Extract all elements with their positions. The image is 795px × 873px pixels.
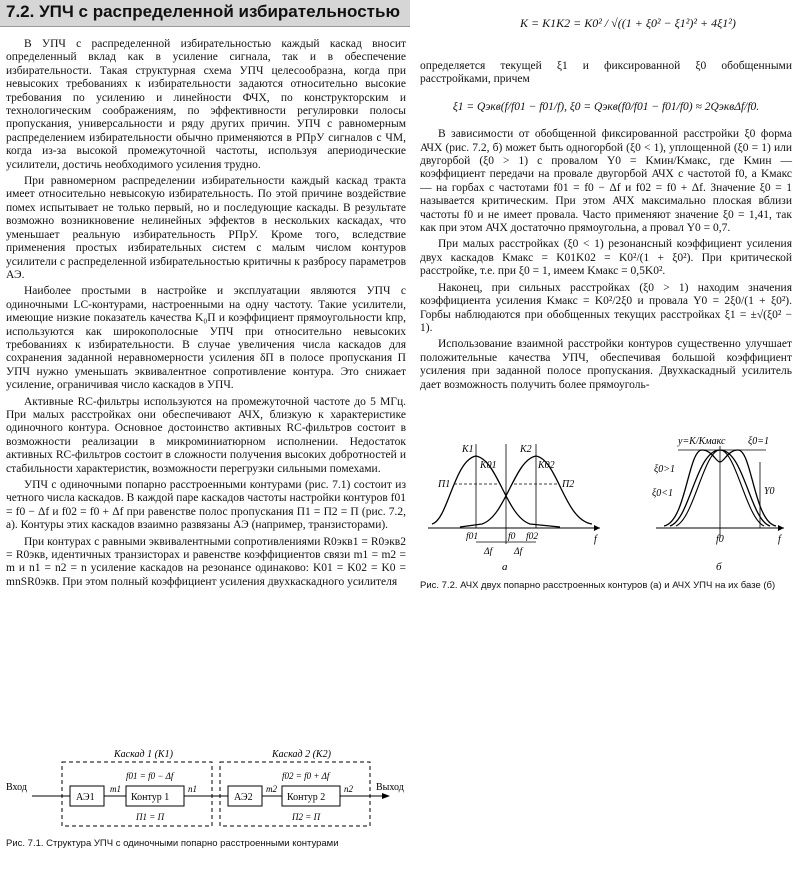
subfigure-label-b: б <box>716 561 722 573</box>
label-f: f <box>594 534 597 545</box>
contour2-label: Контур 2 <box>287 792 326 803</box>
stage1-freq: f01 = f0 − Δf <box>126 771 174 781</box>
label-xi-eq1: ξ0=1 <box>748 436 770 447</box>
label-f: f <box>778 534 781 545</box>
m1-label: m1 <box>110 784 121 794</box>
label-f01: f01 <box>466 532 479 542</box>
figure-7-1-caption: Рис. 7.1. Структура УПЧ с одиночными попарно расстроенными контурами <box>6 838 339 849</box>
paragraph: Использование взаимной расстройки контуров существенно улучшает положительные качества УПЧ, обеспечивая большой коэффициент усиления при заданной полосе пропускания. Двухкаскадный усилитель дает возможность получить более прямоуголь- <box>420 338 792 391</box>
paragraph: При равномерном распределении избирательности каждый каскад тракта имеет относительно невысокую избирательность. По этой причине воздействие помех испытывает не только первый, но и последующие каскады. В результате возможно возникновение нелинейных эффектов в нескольких каскадах, что уменьшает реальную избирательность РПрУ. Кроме того, вследствие применения простых избирательных систем с малым числом контуров усилители с распределенной избирательностью критичны к разбросу параметров АЭ. <box>6 175 406 281</box>
paragraph: Наконец, при сильных расстройках (ξ0 > 1) находим значения коэффициента усиления Kмакс = K0²/2ξ0 и провала Y0 = 2ξ0/(1 + ξ0²). Горбы наблюдаются при обобщенных текущих расстройках ξ1 = ±√(ξ0² − 1). <box>420 281 792 334</box>
formula-detuning: ξ1 = Qэкв(f/f01 − f01/f), ξ0 = Qэкв(f0/f01 − f01/f0) ≈ 2QэквΔf/f0. <box>452 100 760 113</box>
paragraph: При контурах с равными эквивалентными сопротивлениями R0экв1 = R0экв2 = R0экв, идентичных транзисторах и равенстве коэффициентов связи m1 = m2 = m и n1 = n2 = n усиление каскадов на резонансе одинаково: K01 = K02 = K0 = mnSR0экв. При этом полный коэффициент усиления двухкаскадного усилителя <box>6 535 406 588</box>
label-k2: K2 <box>520 444 532 455</box>
label-f0: f0 <box>716 534 724 545</box>
input-label: Вход <box>6 782 27 793</box>
figure-7-1 <box>6 748 412 832</box>
left-column <box>6 38 406 592</box>
paragraph: Наиболее простыми в настройке и эксплуатации являются УПЧ с одиночными LC-контурами, настроенными на одну частоту. Такие усилители, имеющие низкие показатель качества K₀П и коэффициент прямоугольности kпр, используются как широкополосные УПЧ при относительно невысоких требованиях к избирательности. В случае увеличения числа каскадов для сохранения заданной неравномерности усиления δП в полосе пропускания П УПЧ нужно уменьшать эквивалентное сопротивление контура. Это снижает усиление, ограничивая число каскадов в УПЧ. <box>6 285 406 392</box>
label-df: Δf <box>514 547 523 557</box>
n1-label: n1 <box>188 784 197 794</box>
ae2-label: АЭ2 <box>234 792 253 803</box>
stage2-title: Каскад 2 (K2) <box>272 749 331 760</box>
section-header <box>0 0 410 27</box>
figure-7-2b <box>652 436 784 573</box>
figure-7-2 <box>420 432 792 580</box>
figure-7-2a <box>428 444 600 573</box>
n2-label: n2 <box>344 784 353 794</box>
label-y-axis: y=K/Kмакс <box>678 436 726 447</box>
ae1-label: АЭ1 <box>76 792 95 803</box>
label-k1: K1 <box>462 444 474 455</box>
right-column <box>420 60 792 395</box>
label-k02: K02 <box>538 460 555 471</box>
contour1-label: Контур 1 <box>131 792 170 803</box>
output-label: Выход <box>376 782 404 793</box>
arrow-icon <box>594 525 600 531</box>
paragraph: определяется текущей ξ1 и фиксированной ξ0 обобщенными расстройками, причем <box>420 60 792 86</box>
label-f0: f0 <box>508 532 516 542</box>
label-df: Δf <box>484 547 493 557</box>
paragraph: УПЧ с одиночными попарно расстроенными контурами (рис. 7.1) состоит из четного числа каскадов. В каждой паре каскадов частоты настройки контуров f01 = f0 − Δf и f02 = f0 + Δf при равенстве полос пропускания П1 = П2 = П (рис. 7.2, а). Контуры этих каскадов взаимно развязаны АЭ (например, транзисторами). <box>6 479 406 532</box>
stage1-band: П1 = П <box>136 812 165 822</box>
section-title: 7.2. УПЧ с распределенной избирательностью <box>6 2 400 21</box>
label-f02: f02 <box>526 532 539 542</box>
label-p1: П1 <box>438 479 451 490</box>
stage2-freq: f02 = f0 + Δf <box>282 771 330 781</box>
paragraph: При малых расстройках (ξ0 < 1) резонансный коэффициент усиления двух каскадов Kмакс = K01K02 = K0²/(1 + ξ0²). При критической расстройке, т.е. при ξ0 = 1, имеем Kмакс = 0,5K0². <box>420 238 792 278</box>
label-xi-lt1: ξ0<1 <box>652 488 674 499</box>
stage1-title: Каскад 1 (K1) <box>114 749 173 760</box>
figure-7-2-caption: Рис. 7.2. АЧХ двух попарно расстроенных контуров (а) и АЧХ УПЧ на их базе (б) <box>420 580 776 591</box>
formula-gain: K = K1K2 = K0² / √((1 + ξ0² − ξ1²)² + 4ξ1²) <box>520 16 736 30</box>
subfigure-label-a: а <box>502 561 508 573</box>
paragraph: В зависимости от обобщенной фиксированной расстройки ξ0 форма АЧХ (рис. 7.2, б) может быть одногорбой (ξ0 < 1), уплощенной (ξ0 = 1) или двугорбой (ξ0 > 1) с провалом Y0 = Kмин/Kмакс, где Kмин — коэффициент передачи на провале двугорбой АЧХ с частотой f0, а Kмакс — на горбах с частотами f01 = f0 − Δf и f02 = f0 + Δf. Значение ξ0 = 1 называется критическим. При этом АЧХ максимально плоская вблизи частоты f0 и не имеет провала. Часто применяют значение ξ0 = 1,41, так как при этом АЧХ достаточно прямоугольна, а провал Y0 = 0,7. <box>420 128 792 235</box>
arrow-icon <box>382 793 390 799</box>
arrow-icon <box>778 525 784 531</box>
m2-label: m2 <box>266 784 277 794</box>
label-y0: Y0 <box>764 486 775 497</box>
label-xi-gt1: ξ0>1 <box>654 464 676 475</box>
paragraph: В УПЧ с распределенной избирательностью каждый каскад вносит определенный вклад как в усиление сигнала, так и в обеспечение избирательности. Такая структурная схема УПЧ целесообразна, когда при невысоких требованиях к избирательности задаются относительно высокие требования по усилению и линейности ФЧХ, по конструкторским и технологическим соображениям, по эффективности регулировки полосы пропускания, универсальности и ряду других причин. УПЧ с равномерным распределением избирательности обычно применяются в РПрУ сигналов с ЧМ, когда из-за высокой промежуточной частоты, используя апериодические усилители, достичь необходимого усиления трудно. <box>6 38 406 171</box>
label-p2: П2 <box>562 479 575 490</box>
paragraph: Активные RC-фильтры используются на промежуточной частоте до 5 МГц. При малых расстройках они обеспечивают АЧХ, близкую к характеристике одиночного контура. Основное достоинство активных RC-фильтров состоит в возможности реализации в микроминиатюрном исполнении. Недостаток активных RC-фильтров состоит в сложности получения высоких добротностей и стабильности характеристик, возможности перегрузки сильными помехами. <box>6 395 406 475</box>
stage2-band: П2 = П <box>292 812 321 822</box>
label-k01: K01 <box>480 460 497 471</box>
